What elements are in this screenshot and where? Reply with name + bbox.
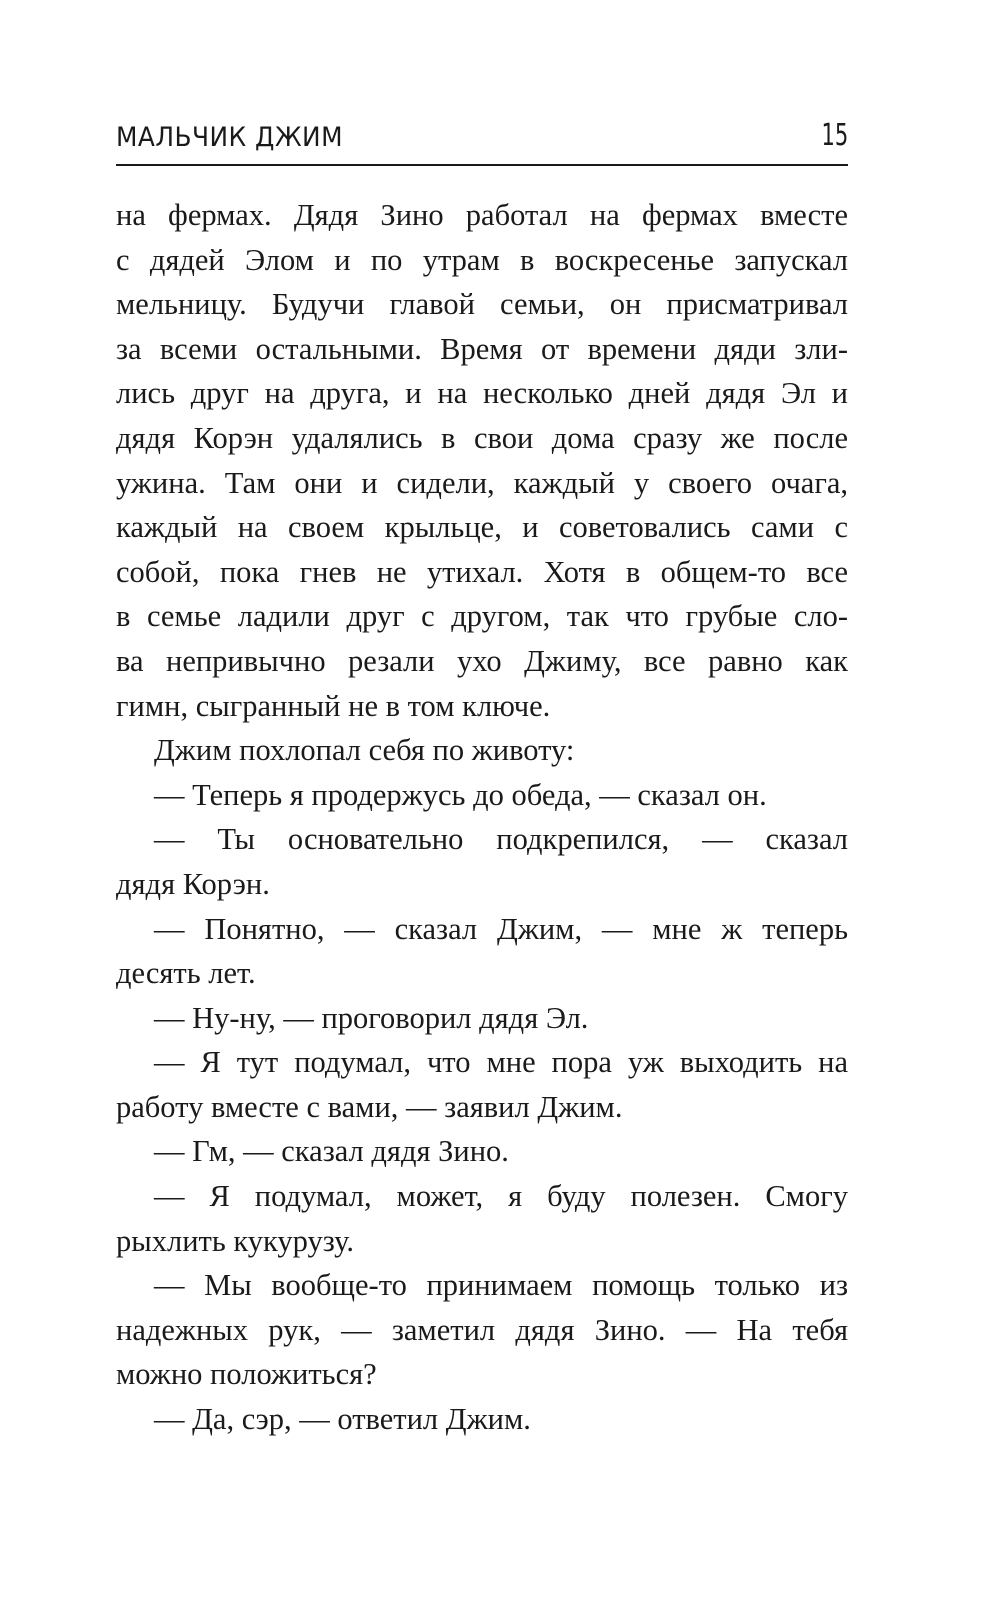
text-line: — Я подумал, может, я буду полезен. Смогу xyxy=(154,1179,848,1214)
body-text xyxy=(116,193,848,1442)
text-line: на фермах. Дядя Зино работал на фермах вместе xyxy=(116,198,848,232)
text-line: гимн, сыгранный не в том ключе. xyxy=(116,688,551,723)
text-line: — Гм, — сказал дядя Зино. xyxy=(154,1134,509,1169)
text-line: надежных рук, — заметил дядя Зино. — На тебя xyxy=(116,1312,848,1347)
text-line: Джим похлопал себя по животу: xyxy=(154,733,575,768)
page-number: 15 xyxy=(821,118,848,153)
text-line: дядя Корэн удалялись в свои дома сразу же после xyxy=(116,420,848,455)
text-line: ужина. Там они и сидели, каждый у своего очага, xyxy=(116,465,848,500)
text-line: можно положиться? xyxy=(116,1357,377,1392)
text-line: собой, пока гнев не утихал. Хотя в общем-то все xyxy=(116,554,848,589)
text-line: за всеми остальными. Время от времени дяди зли- xyxy=(116,331,848,366)
text-line: — Ну-ну, — проговорил дядя Эл. xyxy=(154,1000,589,1035)
text-line: ва непривычно резали ухо Джиму, все равно как xyxy=(116,643,848,678)
text-line: — Теперь я продержусь до обеда, — сказал он. xyxy=(154,777,767,812)
text-line: десять лет. xyxy=(116,956,256,991)
text-line: каждый на своем крыльце, и советовались сами с xyxy=(116,510,848,545)
text-line: — Да, сэр, — ответил Джим. xyxy=(154,1402,531,1437)
text-line: рыхлить кукурузу. xyxy=(116,1223,354,1258)
text-line: работу вместе с вами, — заявил Джим. xyxy=(116,1089,623,1124)
text-line: — Ты основательно подкрепился, — сказал xyxy=(154,822,848,857)
text-line: мельницу. Будучи главой семьи, он присматривал xyxy=(116,287,848,322)
text-line: с дядей Элом и по утрам в воскресенье запускал xyxy=(116,242,848,277)
text-line: — Мы вообще-то принимаем помощь только из xyxy=(154,1268,848,1303)
text-line: — Я тут подумал, что мне пора уж выходить на xyxy=(154,1045,848,1080)
text-line: дядя Корэн. xyxy=(116,866,270,901)
text-line: лись друг на друга, и на несколько дней дядя Эл и xyxy=(116,376,848,411)
book-title: МАЛЬЧИК ДЖИМ xyxy=(116,122,343,153)
text-line: — Понятно, — сказал Джим, — мне ж теперь xyxy=(154,911,848,946)
text-line: в семье ладили друг с другом, так что грубые сло- xyxy=(116,599,848,634)
running-header xyxy=(116,118,848,166)
